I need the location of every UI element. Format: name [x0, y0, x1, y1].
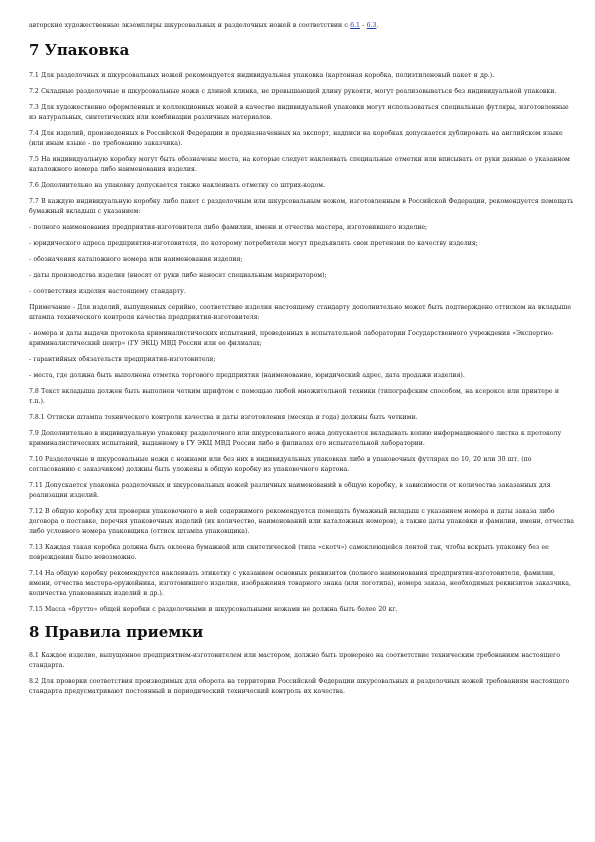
list-item: - номера и даты выдачи протокола криминалистических испытаний, проведенных в испытательной лаборатории Государственного учреждения «Экспертно-криминалистический центр» (ГУ ЭКЦ) МВД России или ее филиалах;: [29, 330, 554, 347]
paragraph-7-6: 7.6 Дополнительно на упаковку допускается также наклеивать отметку со штрих-кодом.: [29, 182, 326, 189]
list-item: - даты производства изделия (вносят от руки либо наносят специальным маркиратором);: [29, 272, 327, 279]
list-item: - соответствия изделия настоящему стандарту.: [29, 288, 186, 295]
paragraph-7-12: 7.12 В общую коробку для проверки упаковочного в ней содержимого рекомендуется помещать бумажный вкладыш с указанием номера и даты заказа либо договора о поставке, перечня упаковочных изделий (их количество, наименований или каталожных номеров), а также даты упаковки и фамилии, имени, отчества либо условного номера упаковщика (оттиск штампа упаковщика).: [29, 508, 574, 535]
paragraph-8-2: 8.2 Для проверки соответствия производимых для оборота на территории Российской Федерации шкурсовальных и разделочных ножей требованиям настоящего стандарта предусматривают постоянный и периодический технический контроль их качества.: [29, 678, 570, 695]
section-7-body: [29, 71, 574, 615]
paragraph-8-1: 8.1 Каждое изделие, выпущенное предприятием-изготовителем или мастером, должно быть проверено на соответствие техническим требованиям настоящего стандарта.: [29, 652, 560, 669]
paragraph-7-15: 7.15 Масса «брутто» общей коробки с разделочными и шкурсовальными ножами не должна быть более 20 кг.: [29, 606, 398, 613]
paragraph-7-8: 7.8 Текст вкладыша должен быть выполнен четким шрифтом с помощью любой множительной техники (типографским способом, на ксероксе или принтере и т.п.).: [29, 388, 559, 405]
section-7-heading: 7 Упаковка: [29, 41, 130, 59]
paragraph-7-5: 7.5 На индивидуальную коробку могут быть обозначены места, на которые следует наклеивать специальные отметки или вписывать от руки данные о указанном каталожного номера либо наименования изделия.: [29, 156, 570, 173]
list-item: - полного наименования предприятия-изготовителя либо фамилии, имени и отчества мастера, изготовившего изделие;: [29, 224, 428, 231]
list-item: - юридического адреса предприятия-изготовителя, по которому потребители могут предъявлять свои претензии по качеству изделия;: [29, 240, 478, 247]
paragraph-7-13: 7.13 Каждая такая коробка должна быть оклеена бумажной или синтетической (типа «скотч») самоклеющейся лентой так, чтобы вскрыть упаковку без ее повреждения было невозможно.: [29, 544, 549, 561]
paragraph-7-8-1: 7.8.1 Оттиски штампа технического контроля качества и даты изготовления (месяца и года) должны быть четкими.: [29, 414, 418, 421]
paragraph-7-9: 7.9 Дополнительно в индивидуальную упаковку разделочного или шкурсовального ножа допускается вкладывать копию информационного листка к протоколу криминалистических испытаний, выданному в ГУ ЭКЦ МВД России либо в филиалах его испытательной лаборатории.: [29, 430, 562, 447]
list-item: - гарантийных обязательств предприятия-изготовителя;: [29, 356, 216, 363]
link-6-1[interactable]: 6.1: [350, 22, 360, 29]
paragraph-7-11: 7.11 Допускается упаковка разделочных и шкурсовальных ножей различных наименований в общую коробку, в зависимости от количества заказанных для реализации изделий.: [29, 482, 551, 499]
paragraph-7-14: 7.14 На общую коробку рекомендуется наклеивать этикетку с указанием основных реквизитов (полного наименования предприятия-изготовителя, фамилии, имени, отчества мастера-оружейника, изготовившего изделия, изображения товарного знака (или логотипа), номера заказа, необходимых реквизитов заказчика, количества упакованных изделий и др.).: [29, 570, 571, 597]
lead-paragraph: авторские художественные экземпляры шкурсовальных и разделочных ножей в соответствии с 6.1 - 6.3.: [29, 22, 379, 29]
link-6-3[interactable]: 6.3: [366, 22, 377, 29]
paragraph-7-7: 7.7 В каждую индивидуальную коробку либо пакет с разделочным или шкурсовальным ножом, изготовленным в Российской Федерации, рекомендуется помещать бумажный вкладыш с указанием:: [29, 198, 574, 215]
paragraph-7-10: 7.10 Разделочные и шкурсовальные ножи с ножнами или без них в индивидуальных упаковках либо в упаковочных футлярах по 10, 20 или 30 шт. (по согласованию с заказчиком) должны быть уложены в общую коробку из упаковочного картона.: [29, 456, 532, 473]
section-8-heading: 8 Правила приемки: [29, 623, 204, 641]
list-item: - обозначения каталожного номера или наименования изделия;: [29, 256, 243, 263]
note-paragraph: Примечание - Для изделий, выпущенных серийно, соответствие изделия настоящему стандарту дополнительно может быть подтверждено оттиском на вкладыше штампа технического контроля качества предприятия-изготовителя:: [29, 304, 572, 321]
paragraph-7-3: 7.3 Для художественно оформленных и коллекционных ножей в качестве индивидуальной упаковки могут использоваться специальные футляры, изготовленные из натуральных, синтетических или комбинации различных материалов.: [29, 104, 569, 121]
paragraph-7-4: 7.4 Для изделий, произведенных в Российской Федерации и предназначенных на экспорт, надписи на коробках допускается дублировать на английском языке (или иным языке - по требованию заказчика).: [29, 130, 563, 147]
document-page: [29, 0, 574, 703]
paragraph-7-1: 7.1 Для разделочных и шкурсовальных ножей рекомендуется индивидуальная упаковка (картонная коробка, полиэтиленовый пакет и др.).: [29, 72, 495, 79]
list-item: - места, где должна быть выполнена отметка торгового предприятия (наименование, юридический адрес, дата продажи изделия).: [29, 372, 465, 379]
paragraph-7-2: 7.2 Складные разделочные и шкурсовальные ножи с длиной клинка, не превышающей длину рукояти, могут реализовываться без индивидуальной упаковки.: [29, 88, 557, 95]
section-8-body: [29, 651, 574, 697]
